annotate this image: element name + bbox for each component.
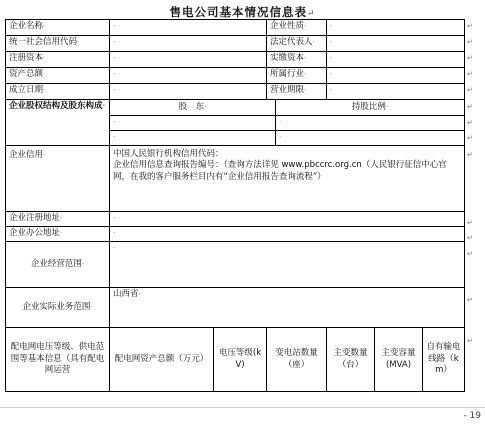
value-paid-capital[interactable]: · (327, 52, 465, 68)
company-info-table (5, 19, 465, 392)
label-established: 成立日期· (6, 84, 110, 100)
header-grid-assets: 配电网资产总额（万元） (110, 328, 214, 392)
label-paid-capital: 实缴资本· (267, 52, 327, 68)
credit-line-2: 企业信用信息查询报告编号：（查询方法详见 www.pbccrc.org.cn（人民银行征信中心官网，在我的客户服务栏目内有“企业信用报告查询流程”） (113, 160, 447, 182)
label-credit-code: 统一社会信用代码· (6, 36, 110, 52)
label-term: 营业期限· (267, 84, 327, 100)
paragraph-mark: ↵ (306, 9, 316, 19)
shareholder-cell[interactable]: · (110, 131, 276, 146)
label-credit: 企业信用· (6, 146, 110, 212)
label-office-address: 企业办公地址· (6, 227, 110, 242)
document-title: 售电公司基本情况信息表↵ (169, 5, 316, 19)
label-scope: 企业经营范围· (6, 242, 110, 288)
value-term[interactable]: · (327, 84, 465, 100)
label-shareholding: 企业股权结构及股东构成· (6, 100, 110, 146)
value-nature[interactable]: · (327, 20, 465, 36)
label-company-name: 企业名称· (6, 20, 110, 36)
header-line-length: 自有输电线路（km） (423, 328, 465, 392)
header-transformer-count: 主变数量（台） (327, 328, 375, 392)
label-industry: 所属行业· (267, 68, 327, 84)
value-scope[interactable]: · (110, 242, 465, 288)
label-legal-rep: 法定代表人· (267, 36, 327, 52)
header-substations: 变电站数量（座） (267, 328, 327, 392)
credit-info[interactable] (110, 146, 465, 212)
value-reg-address[interactable]: · (110, 212, 465, 227)
value-office-address[interactable]: · (110, 227, 465, 242)
header-transformer-capacity: 主变容量(MVA) (375, 328, 423, 392)
credit-line-1: 中国人民银行机构信用代码： (113, 149, 224, 159)
label-grid-info: 配电网电压等级、供电范围等基本信息（具有配电网运营 (6, 328, 110, 392)
ratio-cell[interactable]: · (276, 116, 465, 131)
value-reg-capital[interactable]: · (110, 52, 267, 68)
label-reg-address: 企业注册地址· (6, 212, 110, 227)
value-credit-code[interactable]: · (110, 36, 267, 52)
label-reg-capital: 注册资本· (6, 52, 110, 68)
value-business-area[interactable]: 山西省· (110, 288, 465, 328)
shareholder-cell[interactable]: · (110, 116, 276, 131)
header-shareholder: 股 东· (110, 100, 276, 116)
page-separator (0, 407, 485, 408)
header-ratio: 持股比例· (276, 100, 465, 116)
value-established[interactable]: · (110, 84, 267, 100)
label-assets: 资产总额· (6, 68, 110, 84)
label-nature: 企业性质· (267, 20, 327, 36)
row-end-marks: ↵ ↵ ↵ ↵ ↵ ↵ ↵ ↵ ↵ ↵ ↵ ↵ ↵ ↵ (467, 22, 473, 345)
value-legal-rep[interactable]: · (327, 36, 465, 52)
ratio-cell[interactable]: · (276, 131, 465, 146)
value-assets[interactable]: · (110, 68, 267, 84)
header-voltage: 电压等级(kV) (214, 328, 267, 392)
page-number: - 19 (463, 411, 481, 421)
value-industry[interactable]: · (327, 68, 465, 84)
value-company-name[interactable]: · (110, 20, 267, 36)
label-business-area: 企业实际业务范围· (6, 288, 110, 328)
